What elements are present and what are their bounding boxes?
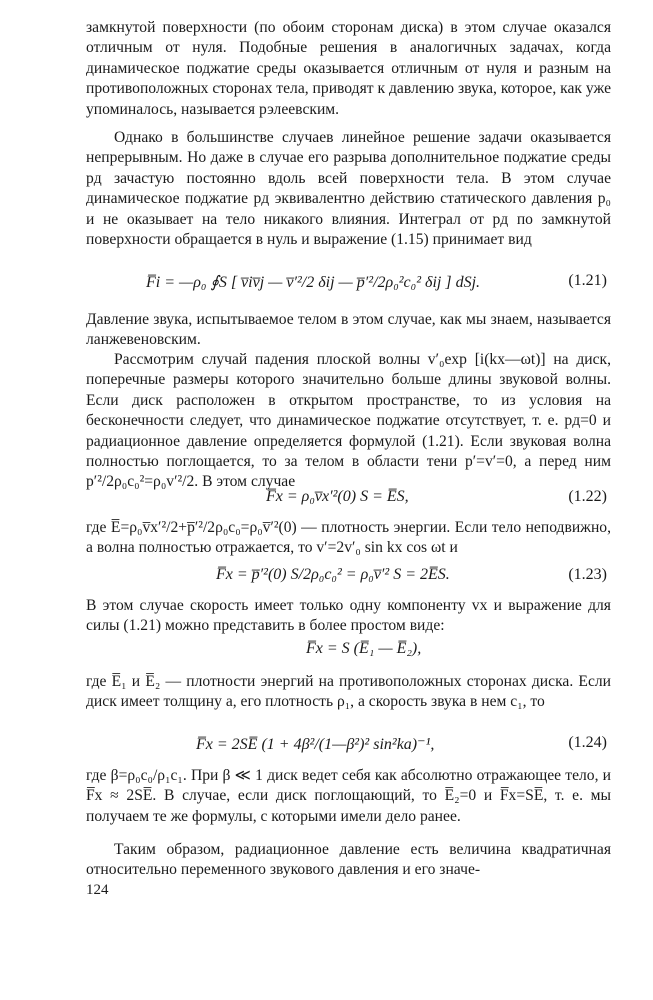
equation-number: (1.23): [568, 566, 607, 583]
paragraph-text: Давление звука, испытываемое телом в этом случае, как мы знаем, называется ланжевеновским.: [86, 311, 611, 349]
paragraph-4: [86, 350, 611, 493]
equation-formula: F̅x = ρ₀v̅x′²(0) S = E̅S,: [266, 488, 409, 505]
equation-formula: F̅i = —ρ₀ ∮S [ v̅iv̅j — v̅′²/2 δij — p̅′²/2ρ₀²c₀² δij ] dSj.: [146, 274, 481, 291]
paragraph-text: Таким образом, радиационное давление есть величина квадратичная относительно переменного звукового давления и его значе-: [86, 841, 611, 879]
equation-1-24: [86, 734, 611, 760]
page-number: 124: [86, 882, 109, 898]
paragraph-1: [86, 18, 611, 120]
equation-formula: F̅x = S (E̅₁ — E̅₂),: [306, 640, 422, 657]
paragraph-text: В этом случае скорость имеет только одну компоненту vx и выражение для силы (1.21) можно представить в более простом виде:: [86, 597, 611, 635]
paragraph-text: замкнутой поверхности (по обоим сторонам диска) в этом случае оказался отличным от нуля. Подобные решения в аналогичных задачах, когда динамическое поджатие среды оказывается отличным от нуля и разным на противоположных сторонах тела, приводят к давлению звука, которое, как уже упоминалось, называется рэлеевским.: [86, 19, 611, 118]
equation-1-21: [86, 272, 611, 298]
equation-1-23: [86, 566, 611, 592]
paragraph-6: [86, 596, 611, 637]
paragraph-8: [86, 766, 611, 827]
equation-1-22: [86, 488, 611, 514]
equation-number: (1.21): [568, 272, 607, 289]
paragraph-7: [86, 672, 611, 713]
paragraph-9: [86, 840, 611, 881]
equation-number: (1.22): [568, 488, 607, 505]
paragraph-5: [86, 518, 611, 559]
paragraph-3: [86, 310, 611, 351]
paragraph-text: где β=ρ₀c₀/ρ₁c₁. При β ≪ 1 диск ведет себя как абсолютно отражающее тело, и F̅x ≈ 2SE̅. В случае, если диск поглощающий, то E̅₂=0 и F̅x=SE̅, т. е. мы получаем те же формулы, с которыми имели дело ранее.: [86, 767, 611, 825]
equation-number: (1.24): [568, 734, 607, 751]
paragraph-text: где E̅=ρ₀v̅x′²/2+p̅′²/2ρ₀c₀=ρ₀v̅′²(0) — плотность энергии. Если тело неподвижно, а волна полностью отражается, то v′=2v′₀ sin kx cos ωt и: [86, 519, 611, 557]
paragraph-text: Рассмотрим случай падения плоской волны v′₀exp [i(kx—ωt)] на диск, поперечные размеры которого значительно больше длины звуковой волны. Если диск расположен в открытом пространстве, то из условия на бесконечности следует, что динамическое поджатие отсутствует, т. е. pд=0 и радиационное давление определяется формулой (1.21). Если звуковая волна полностью поглощается, то за телом в области тени p′=v′=0, а перед ним p′²/2ρ₀c₀²=ρ₀v′²/2. В этом случае: [86, 351, 611, 491]
equation-formula: F̅x = 2SE̅ (1 + 4β²/(1—β²)² sin²ka)⁻¹,: [196, 736, 435, 753]
equation-formula: F̅x = p̅′²(0) S/2ρ₀c₀² = ρ₀v̅′² S = 2E̅S.: [216, 566, 450, 583]
paragraph-text: Однако в большинстве случаев линейное решение задачи оказывается непрерывным. Но даже в случае его разрыва дополнительное поджатие среды pд зачастую постоянно вдоль всей поверхности тела. В этом случае динамическое поджатие pд эквивалентно действию статического давления p₀ и не оказывает на тело никакого влияния. Интеграл от pд по замкнутой поверхности обращается в нуль и выражение (1.15) принимает вид: [86, 129, 611, 249]
paragraph-text: где E̅₁ и E̅₂ — плотности энергий на противоположных сторонах диска. Если диск имеет толщину a, его плотность ρ₁, а скорость звука в нем c₁, то: [86, 673, 611, 711]
paragraph-2: [86, 128, 611, 250]
equation-unnumbered: [86, 640, 611, 666]
